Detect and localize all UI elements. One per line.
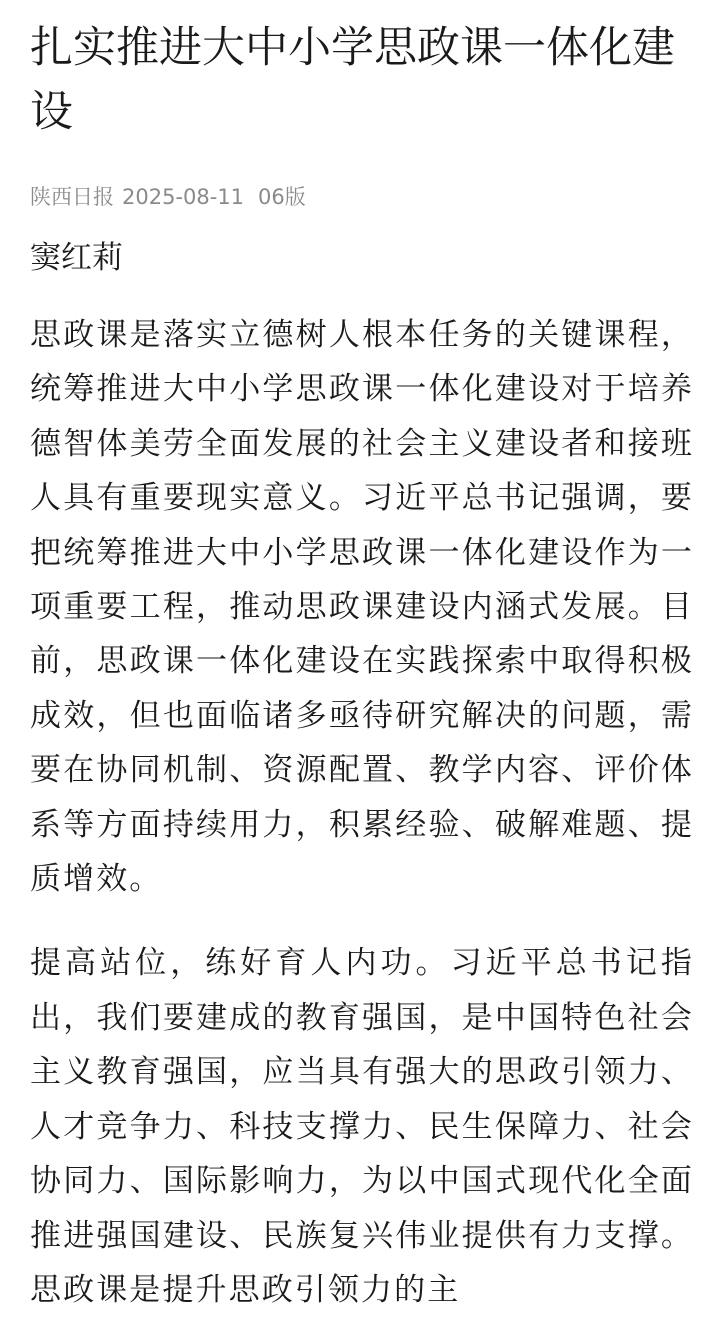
paragraph: 提高站位，练好育人内功。习近平总书记指出，我们要建成的教育强国，是中国特色社会主义教育强国，应当具有强大的思政引领力、人才竞争力、科技支撑力、民生保障力、社会协同力、国际影响力，为以中国式现代化全面推进强国建设、民族复兴伟业提供有力支撑。思政课是提升思政引领力的主 [30, 945, 694, 1308]
source-name: 陕西日报 [30, 185, 114, 209]
article [30, 16, 694, 1317]
author-name: 窦红莉 [30, 240, 123, 276]
paragraph: 思政课是落实立德树人根本任务的关键课程，统筹推进大中小学思政课一体化建设对于培养德智体美劳全面发展的社会主义建设者和接班人具有重要现实意义。习近平总书记强调，要把统筹推进大中小学思政课一体化建设作为一项重要工程，推动思政课建设内涵式发展。目前，思政课一体化建设在实践探索中取得积极成效，但也面临诸多亟待研究解决的问题，需要在协同机制、资源配置、教学内容、评价体系等方面持续用力，积累经验、破解难题、提质增效。 [30, 317, 694, 898]
article-meta [30, 182, 694, 212]
publish-date: 2025-08-11 [122, 185, 245, 209]
article-title: 扎实推进大中小学思政课一体化建设 [30, 23, 675, 137]
edition-label: 06版 [258, 185, 306, 209]
